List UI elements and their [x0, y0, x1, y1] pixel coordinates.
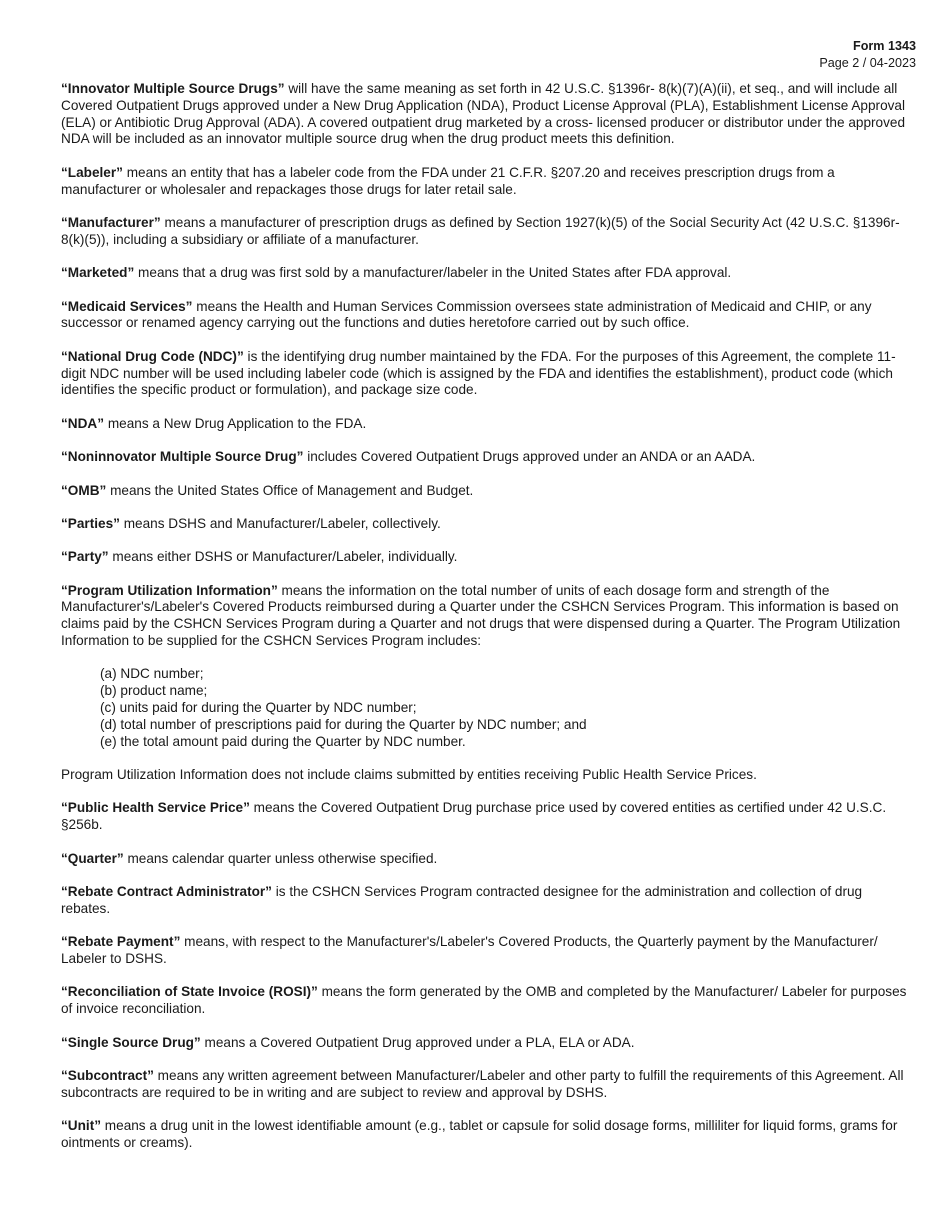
definition-marketed	[61, 265, 913, 282]
definition-text: means either DSHS or Manufacturer/Labeler, individually.	[108, 549, 458, 565]
definition-rosi	[61, 984, 913, 1018]
definition-term: “OMB”	[61, 482, 107, 498]
definition-term: “Reconciliation of State Invoice (ROSI)”	[61, 984, 318, 1000]
definition-manufacturer	[61, 215, 913, 249]
definition-term: “NDA”	[61, 415, 105, 431]
definition-term: “Unit”	[61, 1118, 102, 1134]
definition-labeler	[61, 165, 913, 199]
definition-text: includes Covered Outpatient Drugs approved under an ANDA or an AADA.	[303, 449, 756, 465]
definition-single-source-drug	[61, 1035, 913, 1052]
definition-term: “Medicaid Services”	[61, 298, 193, 314]
definition-text: means a Covered Outpatient Drug approved under a PLA, ELA or ADA.	[200, 1034, 635, 1050]
definition-public-health-service-price	[61, 800, 913, 834]
definition-text: means calendar quarter unless otherwise specified.	[123, 850, 438, 866]
definition-text: means, with respect to the Manufacturer's/Labeler's Covered Products, the Quarterly payment by the Manufacturer/ Labeler to DSHS.	[61, 934, 878, 966]
definition-term: “Rebate Payment”	[61, 934, 181, 950]
definition-term: “National Drug Code (NDC)”	[61, 348, 244, 364]
form-number: Form 1343	[853, 39, 916, 53]
definition-innovator-multiple-source-drugs	[61, 81, 913, 148]
definition-text: will have the same meaning as set forth in 42 U.S.C. §1396r- 8(k)(7)(A)(ii), et seq., and will include all Covered Outpatient Drugs approved under a New Drug Application (NDA), Product License Approval (PLA), Establishment License Approval (ELA) or Antibiotic Drug Approval (ADA). A covered outpatient drug marketed by a cross- licensed producer or distributor under the approved NDA will be included as an innovator multiple source drug when the drug product meets this definition.	[61, 81, 906, 147]
definition-party	[61, 549, 913, 566]
definition-text: is the CSHCN Services Program contracted designee for the administration and collection of drug rebates.	[61, 884, 863, 916]
definition-noninnovator-multiple-source-drug	[61, 449, 913, 466]
definition-text: means a drug unit in the lowest identifiable amount (e.g., tablet or capsule for solid dosage forms, milliliter for liquid forms, grams for ointments or creams).	[61, 1118, 898, 1150]
utilization-note: Program Utilization Information does not include claims submitted by entities receiving Public Health Service Prices.	[61, 767, 757, 783]
definition-text: means the form generated by the OMB and completed by the Manufacturer/ Labeler for purposes of invoice reconciliation.	[61, 984, 907, 1017]
definition-term: “Subcontract”	[61, 1067, 154, 1083]
definition-term: “Manufacturer”	[61, 214, 161, 230]
definition-term: “Program Utilization Information”	[61, 582, 278, 598]
definition-nda	[61, 416, 913, 433]
definition-text: means a manufacturer of prescription drugs as defined by Section 1927(k)(5) of the Social Security Act (42 U.S.C. §1396r-8(k)(5)), including a subsidiary or affiliate of a manufacturer.	[61, 214, 900, 247]
definition-rebate-contract-administrator	[61, 884, 913, 918]
definition-subcontract	[61, 1068, 913, 1102]
definition-term: “Rebate Contract Administrator”	[61, 884, 272, 899]
definition-rebate-payment	[61, 934, 913, 968]
definition-medicaid-services	[61, 299, 913, 333]
list-item: (e) the total amount paid during the Quarter by NDC number.	[100, 733, 466, 749]
list-item: (b) product name;	[100, 683, 208, 699]
definition-term: “Innovator Multiple Source Drugs”	[61, 81, 285, 96]
definition-quarter	[61, 851, 913, 868]
definition-term: “Party”	[61, 549, 109, 565]
definition-national-drug-code	[61, 349, 913, 399]
definition-text: means an entity that has a labeler code from the FDA under 21 C.F.R. §207.20 and receives prescription drugs from a manufacturer or wholesaler and repackages those drugs for later retail sale.	[61, 164, 835, 197]
definition-text: is the identifying drug number maintained by the FDA. For the purposes of this Agreement, the complete 11-digit NDC number will be used including labeler code (which is assigned by the FDA and identifies the establishment), product code (which identifies the specific product or formulation), and package size code.	[61, 348, 896, 398]
definition-text: means the information on the total number of units of each dosage form and strength of the Manufacturer's/Labeler's Covered Products reimbursed during a Quarter under the CSHCN Services Program. This information is based on claims paid by the CSHCN Services Program during a Quarter and not drugs that were dispensed during a Quarter. The Program Utilization Information to be supplied for the CSHCN Services Program includes:	[61, 582, 901, 649]
definition-term: “Single Source Drug”	[61, 1034, 201, 1050]
definition-term: “Parties”	[61, 515, 120, 531]
definition-term: “Labeler”	[61, 164, 123, 180]
definition-program-utilization-information	[61, 583, 913, 650]
definition-text: means any written agreement between Manufacturer/Labeler and other party to fulfill the requirements of this Agreement. All subcontracts are required to be in writing and are subject to review and approval by DSHS.	[61, 1067, 904, 1100]
definition-text: means DSHS and Manufacturer/Labeler, collectively.	[119, 515, 441, 531]
definition-text: means a New Drug Application to the FDA.	[104, 415, 367, 431]
definition-text: means the Covered Outpatient Drug purchase price used by covered entities as certified under 42 U.S.C. §256b.	[61, 800, 887, 833]
page-info: Page 2 / 04-2023	[819, 56, 916, 70]
utilization-items-list	[61, 666, 913, 750]
definition-term: “Public Health Service Price”	[61, 800, 250, 816]
definition-text: means that a drug was first sold by a manufacturer/labeler in the United States after FDA approval.	[134, 265, 732, 281]
list-item: (a) NDC number;	[100, 666, 204, 682]
definition-parties	[61, 516, 913, 533]
page-header	[819, 38, 916, 72]
definition-unit	[61, 1118, 913, 1152]
definition-text: means the United States Office of Management and Budget.	[106, 482, 474, 498]
definition-text: means the Health and Human Services Commission oversees state administration of Medicaid and CHIP, or any successor or renamed agency carrying out the functions and duties heretofore carried out by such office.	[61, 298, 872, 331]
definition-term: “Quarter”	[61, 850, 124, 866]
definition-term: “Marketed”	[61, 265, 135, 281]
document-body	[61, 81, 913, 1168]
list-item: (d) total number of prescriptions paid for during the Quarter by NDC number; and	[100, 716, 587, 732]
list-item: (c) units paid for during the Quarter by NDC number;	[100, 700, 417, 716]
definition-term: “Noninnovator Multiple Source Drug”	[61, 449, 304, 465]
definition-omb	[61, 483, 913, 500]
